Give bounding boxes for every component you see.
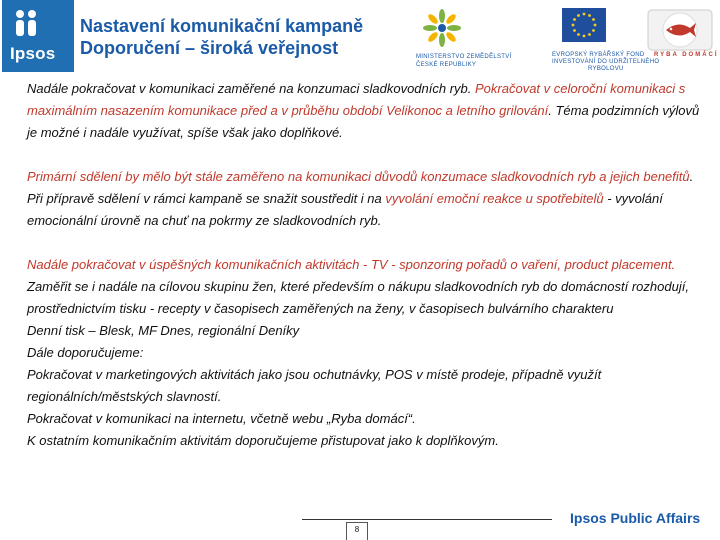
page-subtitle: Doporučení – široká veřejnost bbox=[80, 38, 339, 58]
eu-fund-tagline-2: RYBOLOVU bbox=[588, 66, 624, 72]
ministry-emblem-icon bbox=[422, 8, 462, 48]
p2-tail: - vyvolání emocionální úrovně na chuť na pokrmy ze sladkovodních ryb. bbox=[27, 191, 663, 228]
line-marketing: Pokračovat v marketingových aktivitách jako jsou ochutnávky, POS v místě prodeje, případně využít regionálních/městských slavností. bbox=[27, 367, 602, 404]
p2-text: . Při přípravě sdělení v rámci kampaně se snažit soustředit i na bbox=[27, 169, 694, 206]
eu-fund-tagline: INVESTOVÁNÍ DO UDRŽITELNÉHO bbox=[552, 59, 660, 65]
line-internet: Pokračovat v komunikaci na internetu, včetně webu „Ryba domácí“. bbox=[27, 411, 416, 426]
ryba-domaci-text: RYBA DOMÁCÍ bbox=[654, 52, 719, 58]
paragraph-activities bbox=[27, 254, 707, 452]
line-target-group: Zaměřit se i nadále na cílovou skupinu žen, které především o nákupu sladkovodních ryb do domácností rozhodují, prostřednictvím tisku - recepty v časopisech zaměřených na ženy, v časopisech bulvárního charakteru bbox=[27, 279, 689, 316]
p1-tail: . Téma podzimních výlovů je možné i nadále využívat, spíše však jako doplňkové. bbox=[27, 103, 700, 140]
ministry-name-line1: MINISTERSTVO ZEMĚDĚLSTVÍ bbox=[416, 54, 512, 60]
p1-highlight: Pokračovat v celoroční komunikaci s maximálním nasazením komunikace před a v průběhu období Velikonoc a letního grilování bbox=[27, 81, 686, 118]
people-icon bbox=[12, 8, 40, 38]
fish-icon bbox=[644, 8, 716, 52]
line-recommend-heading: Dále doporučujeme: bbox=[27, 345, 144, 360]
p2-highlight: Primární sdělení by mělo být stále zaměřeno na komunikaci důvodů konzumace sladkovodních ryb a jejich benefitů bbox=[27, 169, 690, 184]
ministry-logo bbox=[414, 8, 526, 72]
paragraph-primary-message bbox=[27, 166, 707, 232]
ministry-name-line2: ČESKÉ REPUBLIKY bbox=[416, 62, 477, 68]
page-number: 8 bbox=[346, 522, 368, 540]
paragraph-continuity bbox=[27, 78, 707, 144]
eu-flag-icon bbox=[562, 8, 606, 42]
p2-highlight-2: vyvolání emoční reakce u spotřebitelů bbox=[385, 191, 604, 206]
line-daily-press: Denní tisk – Blesk, MF Dnes, regionální Deníky bbox=[27, 323, 300, 338]
p3-highlight: Nadále pokračovat v úspěšných komunikačních aktivitách - TV - sponzoring pořadů o vaření, product placement. bbox=[27, 257, 676, 272]
p1-text: Nadále pokračovat v komunikaci zaměřené na konzumaci sladkovodních ryb. bbox=[27, 81, 476, 96]
ipsos-logo-text: Ipsos bbox=[10, 44, 56, 63]
line-other: K ostatním komunikačním aktivitám doporučujeme přistupovat jako k doplňkovým. bbox=[27, 433, 499, 448]
page-title: Nastavení komunikační kampaně bbox=[80, 16, 364, 36]
footer-brand: Ipsos Public Affairs bbox=[570, 510, 701, 526]
recommendations-text bbox=[27, 78, 707, 452]
footer-divider bbox=[302, 519, 552, 520]
ryba-domaci-logo bbox=[644, 8, 719, 64]
eu-fund-name: EVROPSKÝ RYBÁŘSKÝ FOND bbox=[552, 52, 645, 58]
ipsos-logo bbox=[2, 0, 74, 72]
